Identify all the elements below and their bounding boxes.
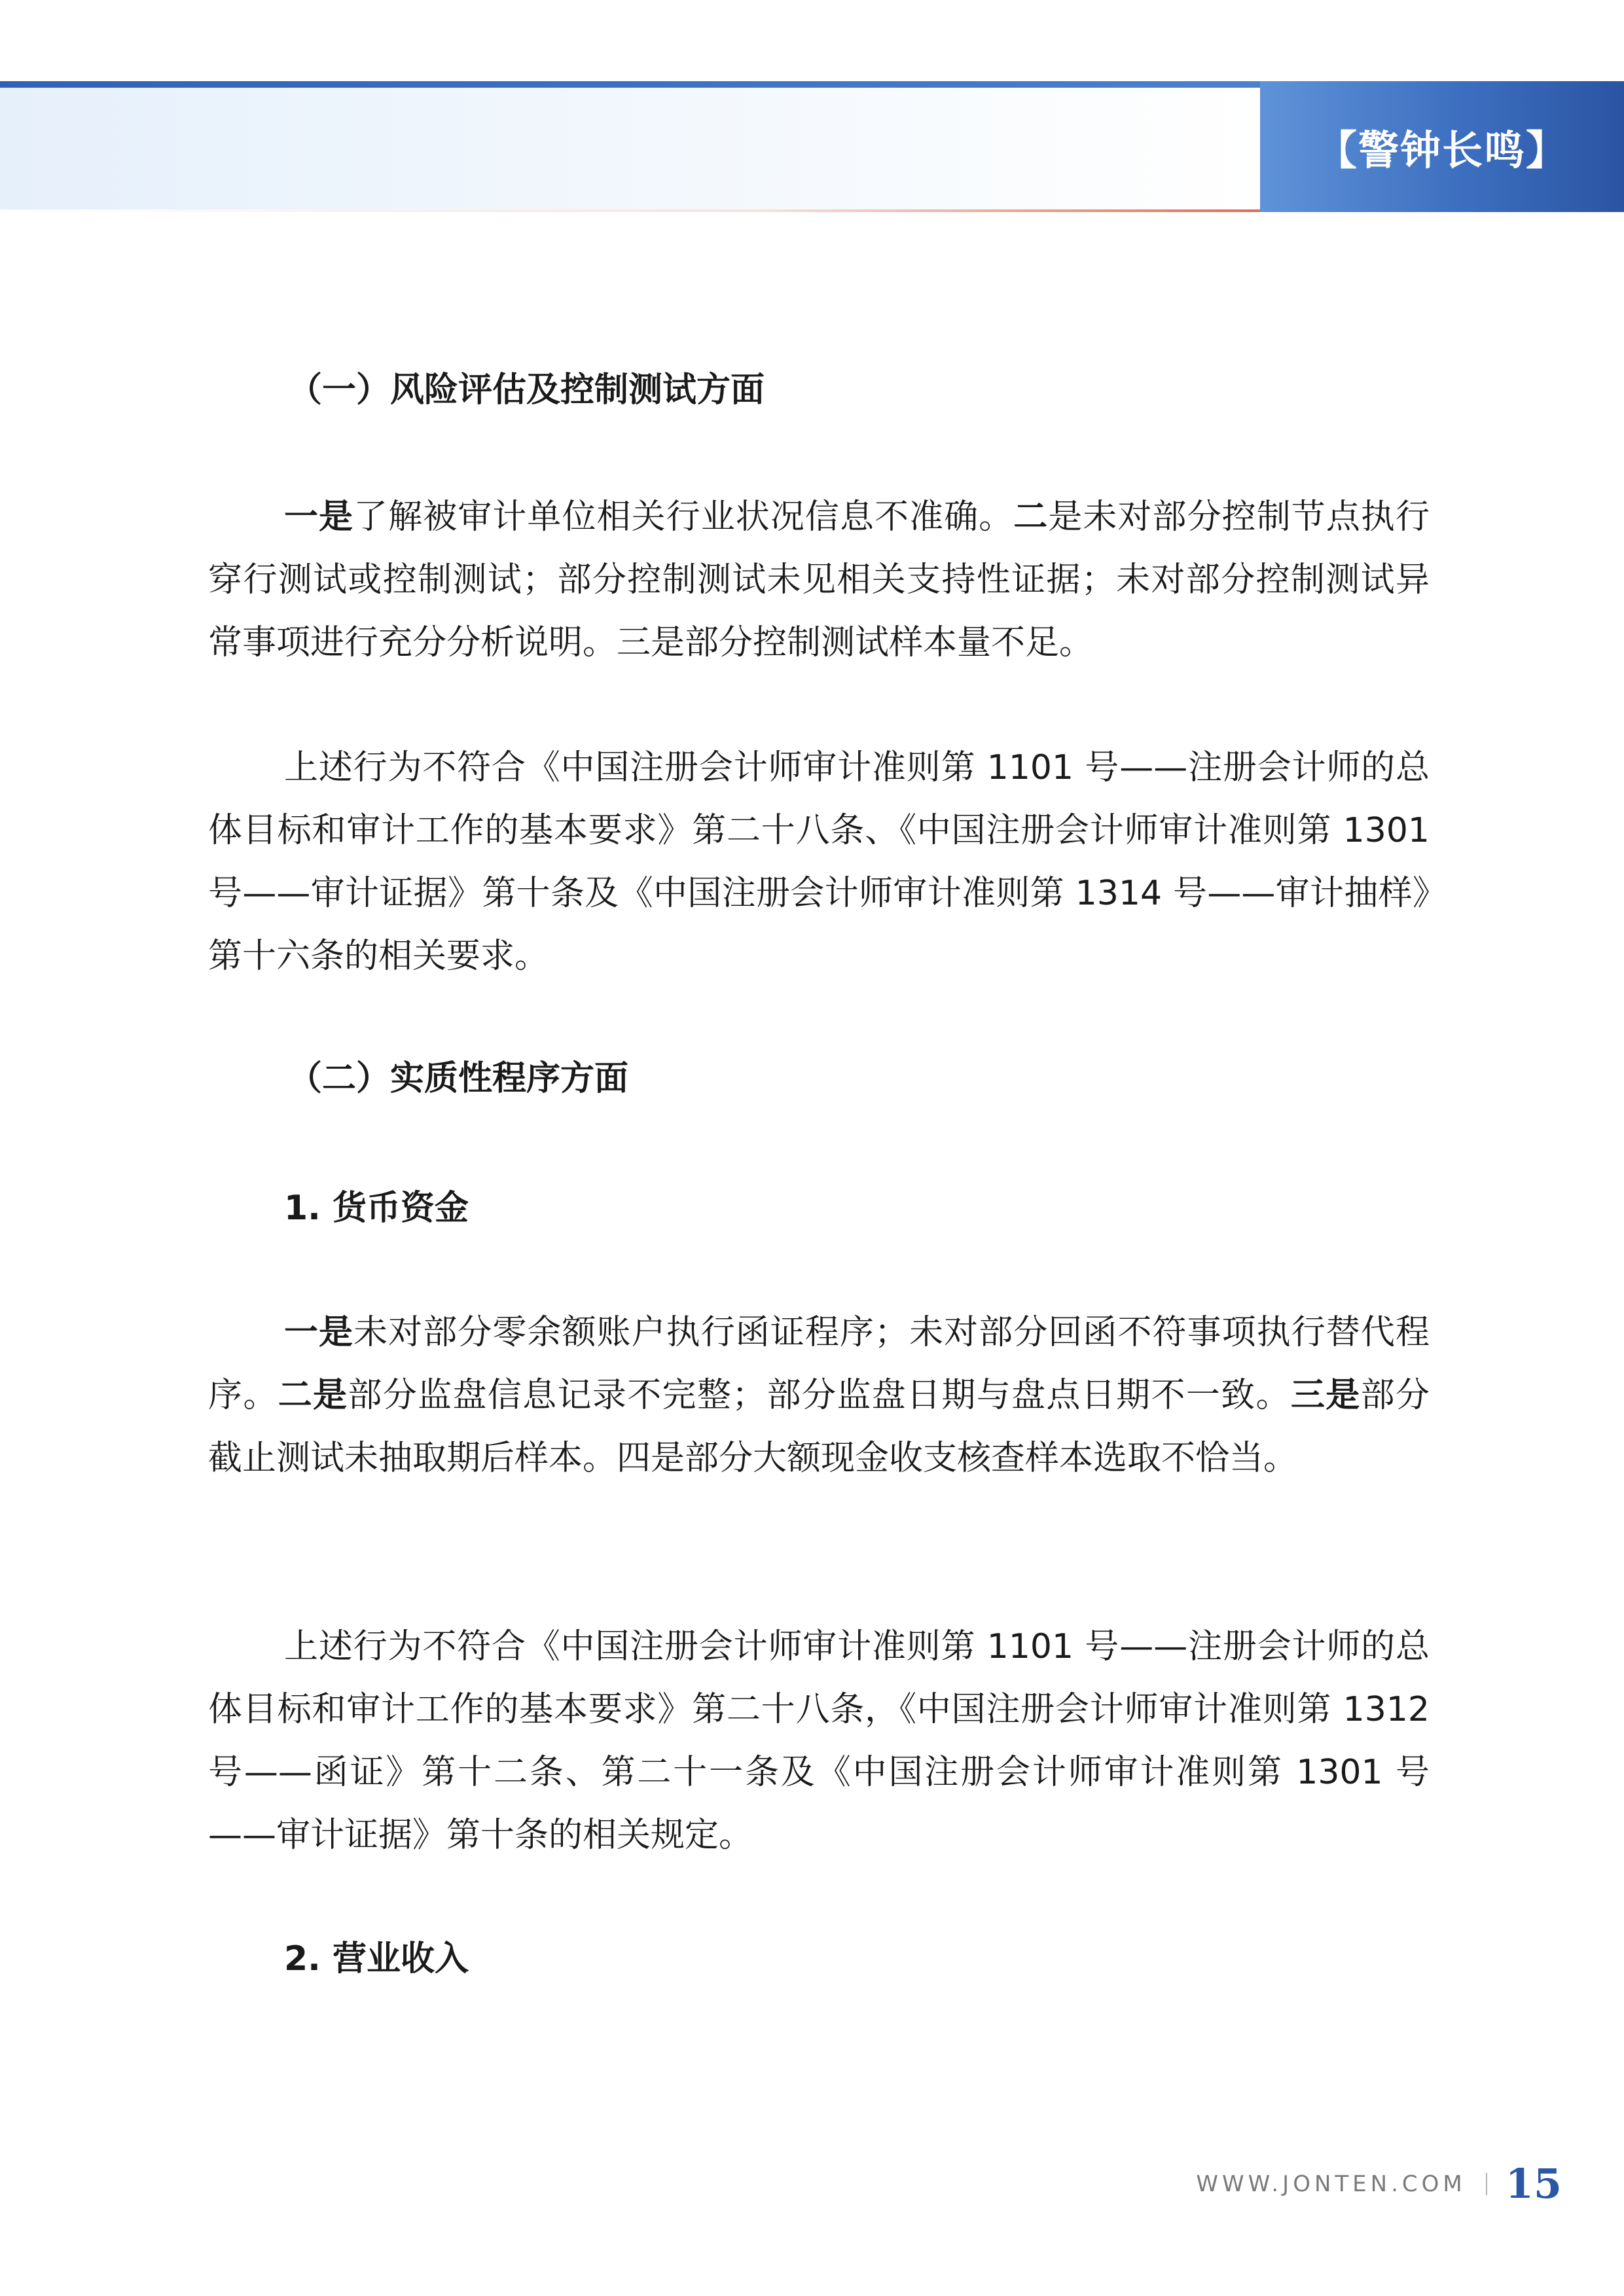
text: 部分截止测试未抽取期后样本。四是部分大额现金收支核查样本选取不恰当。: [208, 1376, 1430, 1478]
paragraph-cash-regulation: 上述行为不符合《中国注册会计师审计准则第 1101 号——注册会计师的总体目标和审计工作的基本要求》第二十八条，《中国注册会计师审计准则第 1312 号——函证》第十二条、第二十一条及《中国注册会计师审计准则第 1301 号——审计证据》第十条的相关规定。: [208, 1627, 1430, 1855]
paragraph-risk-regulation: 上述行为不符合《中国注册会计师审计准则第 1101 号——注册会计师的总体目标和审计工作的基本要求》第二十八条、《中国注册会计师审计准则第 1301 号——审计证据》第十条及《中国注册会计师审计准则第 1314 号——审计抽样》第十六条的相关要求。: [208, 748, 1430, 976]
section-heading-risk: （一）风险评估及控制测试方面: [288, 370, 765, 410]
emphasis: 三是: [1290, 1376, 1361, 1415]
emphasis: 二: [1013, 497, 1049, 537]
header-tag: 【警钟长鸣】: [1316, 126, 1568, 174]
footer-divider: [1486, 2173, 1487, 2195]
footer-url: WWW.JONTEN.COM: [1196, 2170, 1466, 2197]
header-underline: [0, 209, 1260, 212]
header-tab: [1260, 81, 1624, 212]
text: 未对部分零余额账户执行函证程序；未对部分回函不符事项执行替代程序。: [208, 1313, 1430, 1415]
subheading-cash: 1. 货币资金: [284, 1189, 469, 1228]
emphasis: 一是: [284, 1313, 354, 1352]
paragraph-risk-findings: [208, 486, 1430, 674]
text: 部分监盘信息记录不完整；部分监盘日期与盘点日期不一致。: [348, 1376, 1291, 1415]
emphasis: 一是: [284, 497, 354, 537]
header-band: [0, 88, 1260, 209]
paragraph-cash-findings: [208, 1301, 1430, 1490]
subheading-revenue: 2. 营业收入: [284, 1939, 469, 1979]
header-top-line: [0, 81, 1260, 88]
page-footer: [1196, 2160, 1562, 2208]
emphasis: 二是: [278, 1376, 348, 1415]
text: 了解被审计单位相关行业状况信息不准确。: [353, 497, 1014, 537]
section-heading-substantive: （二）实质性程序方面: [288, 1059, 629, 1098]
text: 是未对部分控制节点执行穿行测试或控制测试；部分控制测试未见相关支持性证据；未对部分控制测试异常事项进行充分分析说明。三是部分控制测试样本量不足。: [208, 497, 1430, 662]
page-number: 15: [1505, 2160, 1562, 2208]
